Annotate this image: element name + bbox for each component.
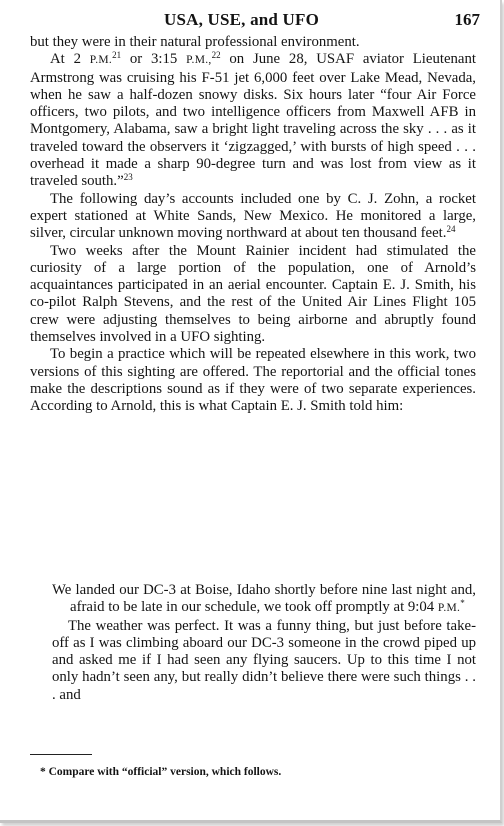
- paragraph-two-versions: To begin a practice which will be repeated elsewhere in this work, two versions of this sighting are offered. The reportorial and the official tones make the descriptions sound as if they were of two separate experiences. According to Arnold, this is what Captain E. J. Smith told him:: [30, 346, 476, 415]
- block-quote: [52, 582, 476, 704]
- footnote: * Compare with “official” version, which follows.: [40, 766, 282, 778]
- footnote-rule: [30, 754, 92, 755]
- quote-paragraph-boise: We landed our DC-3 at Boise, Idaho shortly before nine last night and, afraid to be late in our schedule, we took off promptly at 9:04 P.M.*: [52, 582, 476, 616]
- footnote-ref-23: 23: [123, 172, 133, 183]
- page-header: [0, 10, 500, 32]
- paragraph-armstrong-sighting: At 2 P.M.$^{21}$ or 3:15 P.M.,$^{22}$ on June 28, USAF aviator Lieutenant Armstrong was cruising his F-51 jet 6,000 feet over Lake Mead, Nevada, when he saw a half-dozen snowy disks. Six hours later “four Air Force officers, two pilots, and two intelligence officers from Maxwell AFB in Montgomery, Alabama, saw a bright light traveling across the sky . . . as it traveled toward the observers it ‘zigzagged,’ with bursts of high speed . . . overhead it made a sharp 90-degree turn and was lost from view as it traveled south.”$^{23}$: [30, 50, 476, 190]
- paragraph-smith-encounter: Two weeks after the Mount Rainier incident had stimulated the curiosity of a large portion of the population, one of Arnold’s acquaintances participated in an aerial encounter. Captain E. J. Smith, his co-pilot Ralph Stevens, and the rest of the United Air Lines Flight 105 crew were adjusting themselves to being airborne and abruptly found themselves involved in a UFO sighting.: [30, 242, 476, 346]
- paragraph-continued: but they were in their natural professional environment.: [30, 34, 360, 50]
- footnote-ref-24: 24: [446, 224, 456, 235]
- running-head: USA, USE, and UFO: [164, 10, 320, 29]
- page-number: 167: [454, 10, 480, 29]
- footnote-ref-22: 22: [211, 50, 221, 61]
- quote-paragraph-weather: The weather was perfect. It was a funny thing, but just before take-off as I was climbing aboard our DC-3 someone in the crowd piped up and asked me if I had seen any flying saucers. Up to this time I not only hadn’t seen any, but really didn’t believe there were such things . . . and: [52, 617, 476, 703]
- footnote-marker: *: [460, 598, 465, 609]
- body-text: [30, 34, 476, 416]
- paragraph-zohn-sighting: The following day’s accounts included one by C. J. Zohn, a rocket expert stationed at White Sands, New Mexico. He monitored a large, silver, circular unknown moving northward at about ten thousand feet.$^{24}$: [30, 190, 476, 242]
- footnote-ref-21: 21: [112, 50, 122, 61]
